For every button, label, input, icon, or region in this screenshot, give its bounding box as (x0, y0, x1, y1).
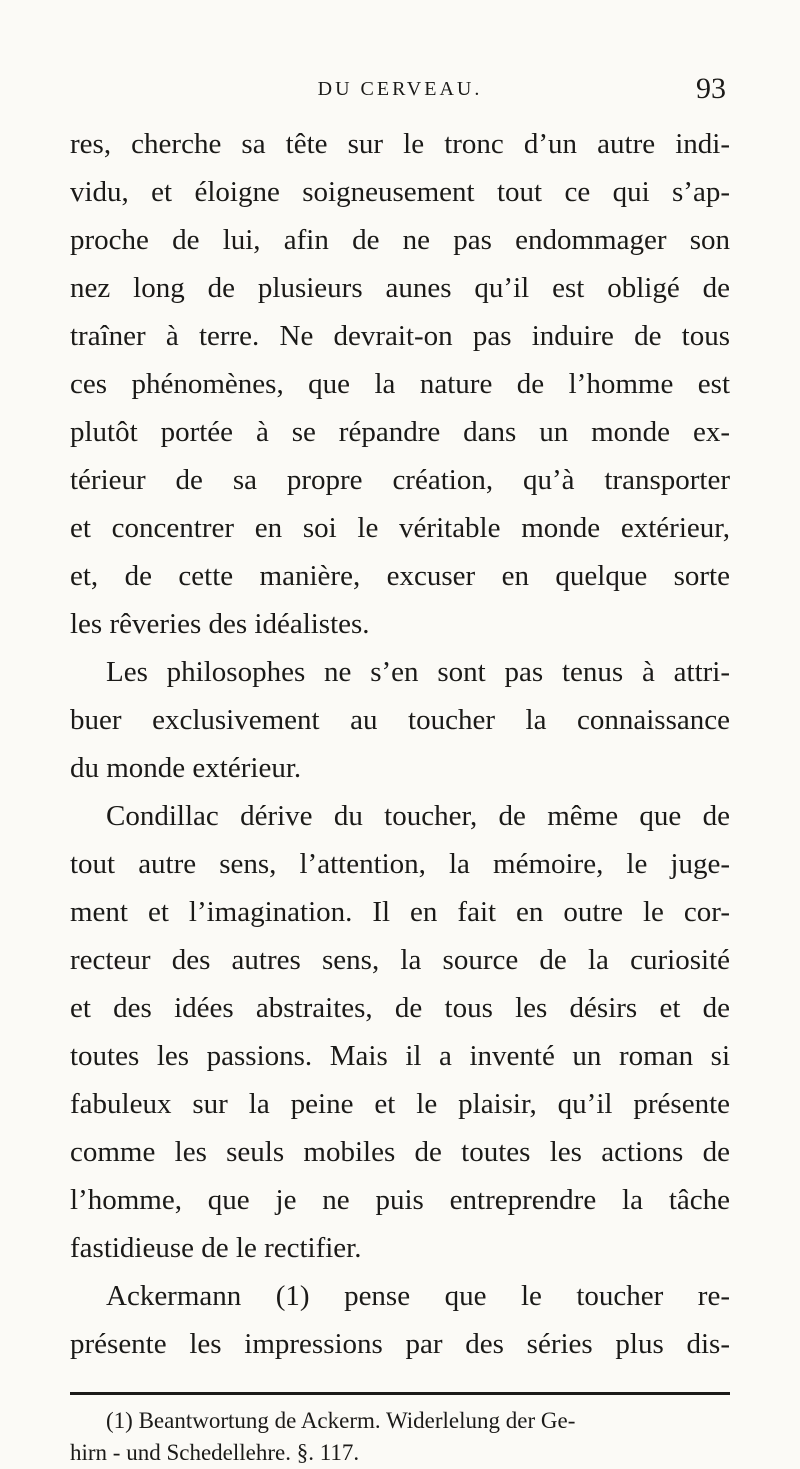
text-line: et concentrer en soi le véritable monde extérieur, (70, 512, 730, 544)
text-line: Condillac dérive du toucher, de même que de (106, 800, 730, 832)
text-line: fastidieuse de le rectifier. (70, 1232, 362, 1264)
text-line: l’homme, que je ne puis entreprendre la tâche (70, 1184, 730, 1216)
text-line: Ackermann (1) pense que le toucher re- (106, 1280, 730, 1312)
text-line: buer exclusivement au toucher la connaissance (70, 704, 730, 736)
running-head (70, 72, 730, 118)
text-line: vidu, et éloigne soigneusement tout ce qui s’ap- (70, 176, 730, 208)
text-line: nez long de plusieurs aunes qu’il est obligé de (70, 272, 730, 304)
text-line: toutes les passions. Mais il a inventé un roman si (70, 1040, 730, 1072)
running-title: DU CERVEAU. (317, 78, 483, 100)
text-line: traîner à terre. Ne devrait-on pas induire de tous (70, 320, 730, 352)
text-line: les rêveries des idéalistes. (70, 608, 370, 640)
footnote-rule (70, 1392, 730, 1395)
text-line: tout autre sens, l’attention, la mémoire, le juge- (70, 848, 730, 880)
text-line: proche de lui, afin de ne pas endommager son (70, 224, 730, 256)
text-line: ces phénomènes, que la nature de l’homme est (70, 368, 730, 400)
text-line: recteur des autres sens, la source de la curiosité (70, 944, 730, 976)
footnote (70, 1405, 730, 1469)
footnote-line: (1) Beantwortung de Ackerm. Widerlelung der Ge- (106, 1408, 576, 1433)
text-line: et des idées abstraites, de tous les désirs et de (70, 992, 730, 1024)
text-line: du monde extérieur. (70, 752, 302, 784)
text-line: Les philosophes ne s’en sont pas tenus à attri- (106, 656, 730, 688)
text-line: res, cherche sa tête sur le tronc d’un autre indi- (70, 128, 730, 160)
text-line: comme les seuls mobiles de toutes les actions de (70, 1136, 730, 1168)
text-line: présente les impressions par des séries plus dis- (70, 1328, 730, 1360)
text-line: et, de cette manière, excuser en quelque sorte (70, 560, 730, 592)
text-line: plutôt portée à se répandre dans un monde ex- (70, 416, 730, 448)
body-text (70, 120, 730, 1368)
footnote-line: hirn - und Schedellehre. §. 117. (70, 1440, 360, 1465)
page-number: 93 (696, 72, 726, 105)
text-line: térieur de sa propre création, qu’à transporter (70, 464, 730, 496)
text-line: ment et l’imagination. Il en fait en outre le cor- (70, 896, 730, 928)
text-line: fabuleux sur la peine et le plaisir, qu’il présente (70, 1088, 730, 1120)
